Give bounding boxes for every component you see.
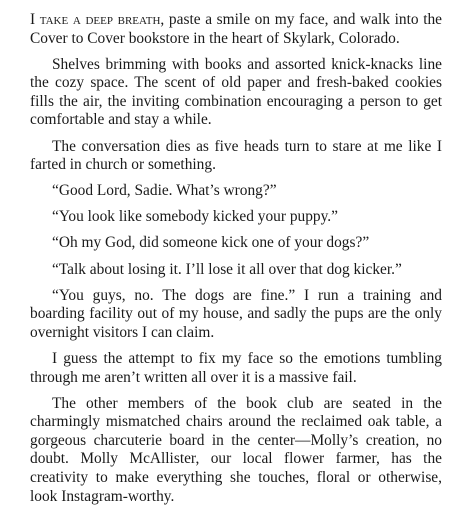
paragraph-dialogue-4: “Talk about losing it. I’ll lose it all over that dog kicker.” <box>52 260 402 278</box>
paragraph-dialogue-2: “You look like somebody kicked your puppy.” <box>52 208 338 226</box>
opening-rest: , paste a smile on my face, and walk into the Cover to Cover bookstore in the heart of Skylark, Colorado. <box>30 11 443 47</box>
paragraph-bookstore: Shelves brimming with books and assorted knick-knacks line the cozy space. The scent of old paper and fresh-baked cookies fills the air, the inviting combination encouraging a person to get comfortable and stay a while. <box>30 55 442 129</box>
paragraph-book-club: The other members of the book club are seated in the charmingly mismatched chairs around the reclaimed oak table, a gorgeous charcuterie board in the center—Molly’s creation, no doubt. Molly McAllister, our local flower farmer, has the creativity to make everything she touches, floral or otherwise, look Instagram-worthy. <box>30 394 442 505</box>
opening-lead-in: I take a deep breath <box>30 11 161 28</box>
paragraph-conversation: The conversation dies as five heads turn to stare at me like I farted in church or something. <box>30 137 442 174</box>
paragraph-dialogue-1: “Good Lord, Sadie. What’s wrong?” <box>52 182 277 200</box>
paragraph-dogs-fine: “You guys, no. The dogs are fine.” I run a training and boarding facility out of my house, and sadly the pups are the only overnight visitors I can claim. <box>30 286 442 341</box>
paragraph-dialogue-3: “Oh my God, did someone kick one of your dogs?” <box>52 234 370 252</box>
opening-paragraph <box>30 11 442 48</box>
paragraph-face-fail: I guess the attempt to fix my face so the emotions tumbling through me aren’t written all over it is a massive fail. <box>30 349 442 386</box>
